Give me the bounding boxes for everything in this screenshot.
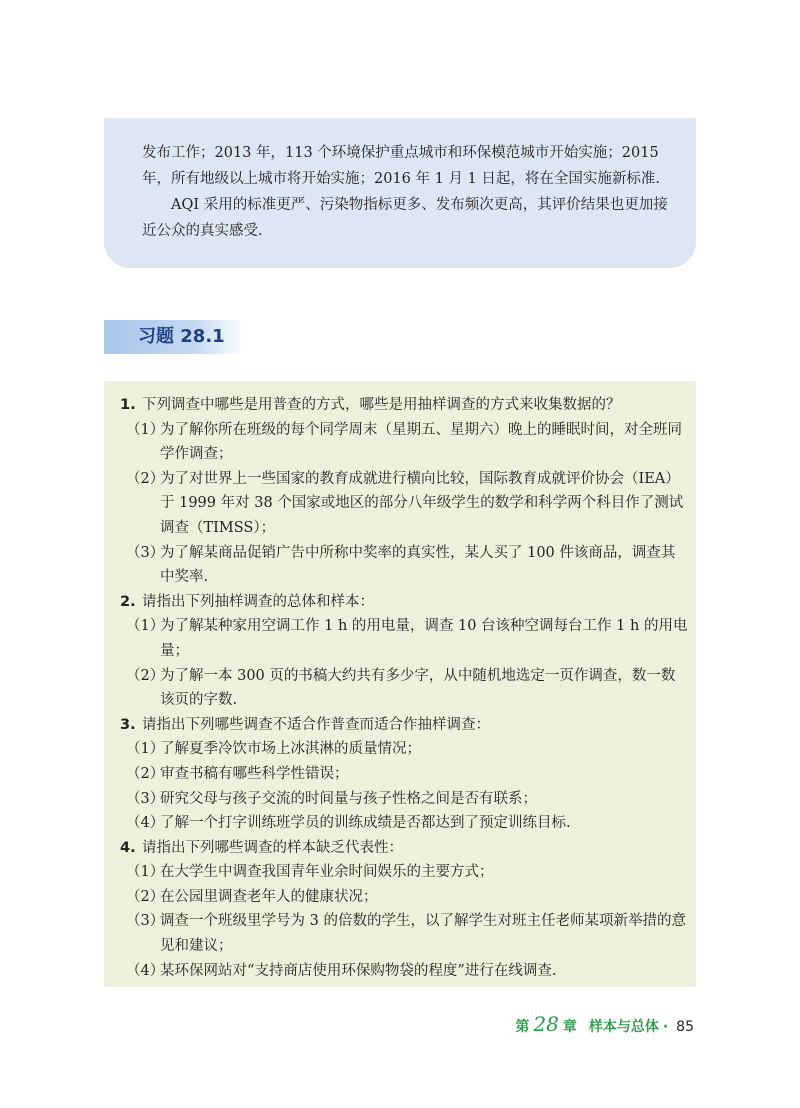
- exercise-title: 习题 28.1: [104, 320, 244, 354]
- question-number: 3.: [120, 716, 136, 733]
- question-number: 4.: [120, 839, 136, 856]
- sub-number: （1）: [126, 421, 165, 438]
- page-footer: [515, 1012, 694, 1036]
- sub-number: （3）: [126, 790, 165, 807]
- sub-text: 研究父母与孩子交流的时间量与孩子性格之间是否有联系；: [160, 790, 537, 807]
- info-box: [104, 118, 696, 268]
- question-block: [120, 393, 688, 590]
- sub-number: （3）: [126, 544, 165, 561]
- sub-text: 某环保网站对“支持商店使用环保购物袋的程度”进行在线调查.: [160, 962, 557, 979]
- question-text: 请指出下列抽样调查的总体和样本：: [142, 593, 374, 610]
- page-number: 85: [676, 1019, 694, 1035]
- chapter-prefix: 第: [515, 1019, 530, 1035]
- sub-text: 在大学生中调查我国青年业余时间娱乐的主要方式；: [160, 864, 494, 881]
- question-number: 2.: [120, 593, 136, 610]
- sub-text: 审查书稿有哪些科学性错误；: [160, 765, 349, 782]
- chapter-number: 28: [533, 1012, 559, 1036]
- sub-text: 在公园里调查老年人的健康状况；: [160, 888, 378, 905]
- chapter-suffix: 章: [562, 1019, 577, 1035]
- question-text: 请指出下列哪些调查不适合作普查而适合作抽样调查：: [142, 716, 490, 733]
- sub-number: （2）: [126, 765, 165, 782]
- sub-number: （2）: [126, 888, 165, 905]
- sub-number: （1）: [126, 618, 165, 635]
- question-block: [120, 590, 688, 713]
- sub-text: 了解夏季冷饮市场上冰淇淋的质量情况；: [160, 741, 421, 758]
- info-paragraph: 发布工作；2013 年，113 个环境保护重点城市和环保模范城市开始实施；2015 年，所有地级以上城市将开始实施；2016 年 1 月 1 日起，将在全国实施新标准.: [142, 145, 661, 187]
- sub-number: （3）: [126, 913, 165, 930]
- question-block: [120, 836, 688, 984]
- sub-number: （2）: [126, 470, 165, 487]
- info-paragraph: AQI 采用的标准更严、污染物指标更多、发布频次更高，其评价结果也更加接近公众的真实感受.: [142, 197, 668, 239]
- sub-text: 为了对世界上一些国家的教育成就进行横向比较，国际教育成就评价协会（IEA）于 1999 年对 38 个国家或地区的部分八年级学生的数学和科学两个科目作了测试调查（TIMSS）；: [160, 470, 684, 536]
- sub-number: （1）: [126, 864, 165, 881]
- sub-text: 了解一个打字训练班学员的训练成绩是否都达到了预定训练目标.: [160, 815, 571, 832]
- sub-text: 为了解某种家用空调工作 1 h 的用电量，调查 10 台该种空调每台工作 1 h 的用电量；: [160, 618, 688, 659]
- sub-number: （4）: [126, 962, 165, 979]
- sub-number: （1）: [126, 741, 165, 758]
- sub-number: （2）: [126, 667, 165, 684]
- question-block: [120, 713, 688, 836]
- question-number: 1.: [120, 397, 136, 413]
- chapter-title: 样本与总体: [588, 1019, 659, 1035]
- question-text: 请指出下列哪些调查的样本缺乏代表性：: [142, 839, 403, 856]
- footer-separator: ·: [662, 1019, 669, 1035]
- sub-text: 调查一个班级里学号为 3 的倍数的学生，以了解学生对班主任老师某项新举措的意见和建议；: [160, 913, 686, 955]
- sub-text: 为了解你所在班级的每个同学周末（星期五、星期六）晚上的睡眠时间，对全班同学作调查；: [160, 421, 682, 463]
- question-text: 下列调查中哪些是用普查的方式，哪些是用抽样调查的方式来收集数据的？: [142, 397, 621, 413]
- sub-number: （4）: [126, 815, 165, 832]
- sub-text: 为了解一本 300 页的书稿大约共有多少字，从中随机地选定一页作调查，数一数该页的字数.: [160, 667, 676, 709]
- exercise-box: [104, 381, 696, 987]
- sub-text: 为了解某商品促销广告中所称中奖率的真实性，某人买了 100 件该商品，调查其中奖率.: [160, 544, 676, 586]
